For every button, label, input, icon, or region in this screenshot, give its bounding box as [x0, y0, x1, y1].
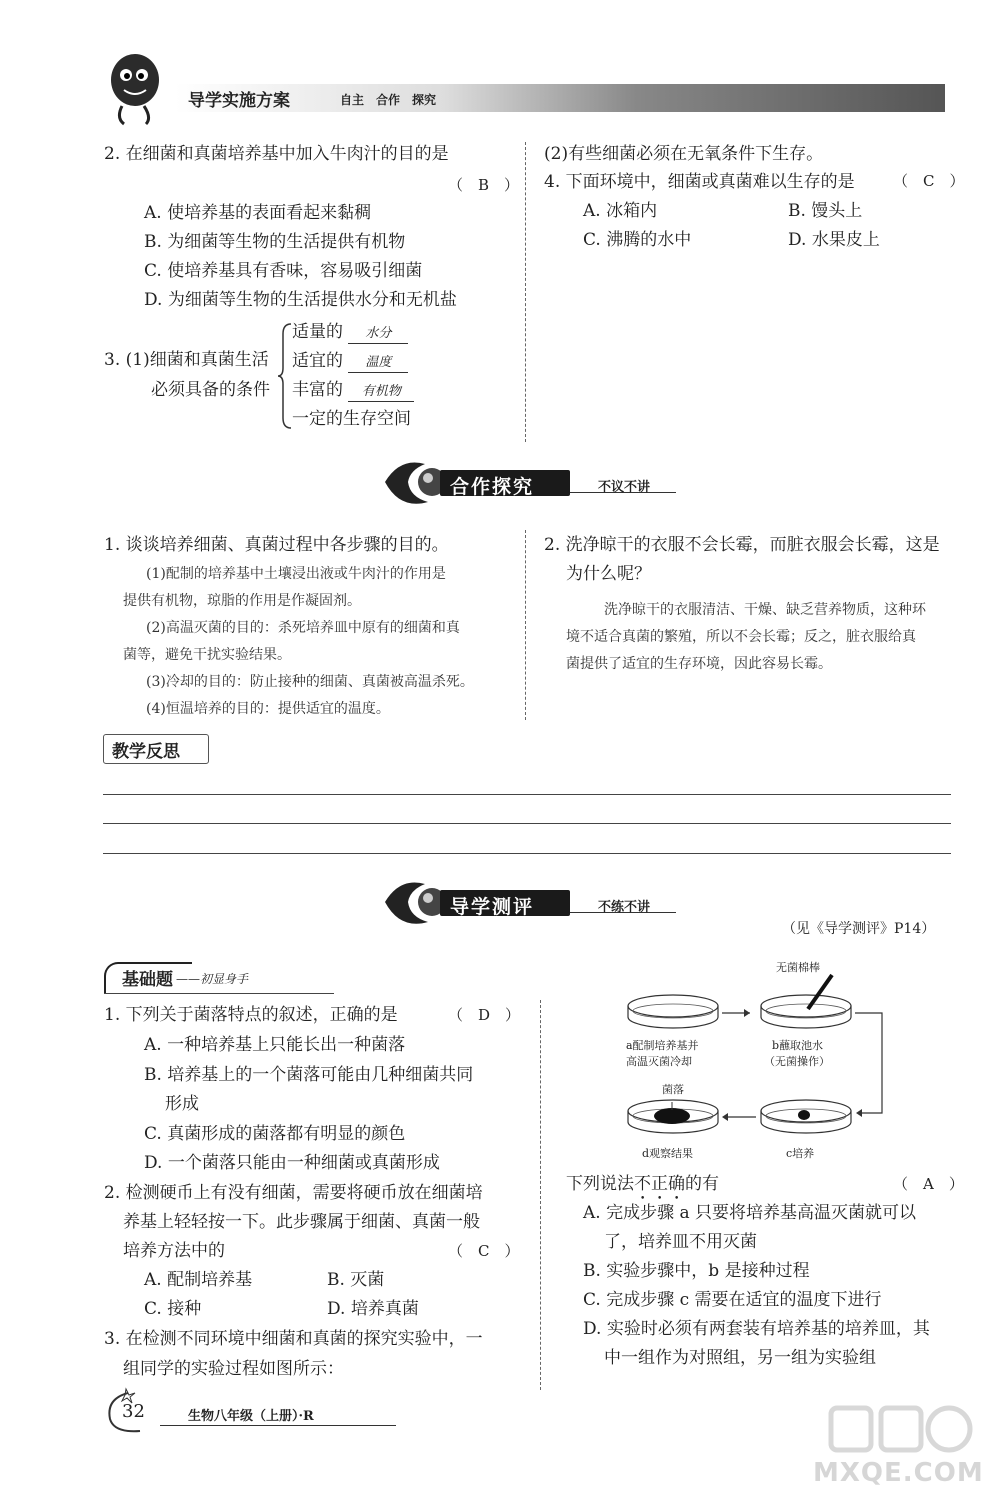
- question-3-line1: 3. (1)细菌和真菌生活: [104, 350, 269, 370]
- question-3-line2: 必须具备的条件: [151, 380, 270, 400]
- condition-fill: 有机物: [348, 383, 414, 402]
- step-a-label-line2: 高温灭菌冷却: [626, 1055, 692, 1068]
- basic-question-2-answer: （ C ）: [448, 1242, 520, 1260]
- stem-post: 的有: [685, 1174, 719, 1194]
- coop-answer-1-line5: (3)冷却的目的：防止接种的细菌、真菌被高温杀死。: [146, 674, 474, 690]
- coop-question-2-stem-line1: 2. 洗净晾干的衣服不会长霉，而脏衣服会长霉，这是: [544, 535, 940, 555]
- step-a-label-line1: a配制培养基并: [626, 1039, 699, 1052]
- question-2-option-b: B. 为细菌等生物的生活提供有机物: [144, 232, 406, 252]
- basic-question-2-option-b: B. 灭菌: [327, 1270, 385, 1290]
- stem-pre: 下列说法: [566, 1174, 634, 1194]
- banner-tag: 不议不讲: [598, 480, 651, 495]
- condition-fill: 水分: [348, 325, 408, 344]
- condition-prefix: 丰富的: [292, 380, 343, 400]
- page-number: 32: [122, 1401, 145, 1422]
- diagram-question-option-b: B. 实验步骤中，b 是接种过程: [583, 1261, 810, 1281]
- column-divider-bottom: [540, 1000, 541, 1390]
- footer-book-title: 生物八年级（上册）·R: [188, 1409, 314, 1424]
- mascot-icon: [102, 48, 168, 128]
- step-b-label-line2: （无菌操作）: [764, 1055, 830, 1068]
- petri-dish-b: [761, 995, 851, 1028]
- basic-question-1-option-a: A. 一种培养基上只能长出一种菌落: [144, 1035, 406, 1055]
- basic-question-1-option-b: B. 培养基上的一个菌落可能由几种细菌共同: [144, 1065, 474, 1085]
- question-2-option-c: C. 使培养基具有香味，容易吸引细菌: [144, 261, 423, 281]
- basic-question-1-option-c: C. 真菌形成的菌落都有明显的颜色: [144, 1124, 406, 1144]
- petri-dish-d: [628, 1100, 718, 1133]
- diagram-question-option-c: C. 完成步骤 c 需要在适宜的温度下进行: [583, 1290, 882, 1310]
- condition-prefix: 适宜的: [292, 351, 343, 371]
- condition-fill: 温度: [348, 354, 408, 373]
- header: [0, 0, 1000, 140]
- basic-question-2-line1: 2. 检测硬币上有没有细菌，需要将硬币放在细菌培: [104, 1183, 483, 1203]
- header-subtitle: 自主 合作 探究: [340, 93, 437, 107]
- reflection-label: 教学反思: [112, 742, 180, 762]
- question-2-option-a: A. 使培养基的表面看起来黏稠: [144, 203, 372, 223]
- question-4-option-c: C. 沸腾的水中: [583, 230, 692, 250]
- watermark: [795, 1400, 995, 1495]
- condition-4: 一定的生存空间: [292, 409, 411, 429]
- basic-question-1-answer: （ D ）: [448, 1006, 521, 1024]
- watermark-logo-icon: [825, 1400, 975, 1458]
- column-divider-coop: [525, 530, 526, 720]
- header-title: 导学实施方案: [188, 91, 290, 111]
- header-band: [175, 84, 945, 112]
- footer-underline: [160, 1425, 396, 1426]
- swab-label: 无菌棉棒: [776, 961, 820, 974]
- step-c-label: c培养: [786, 1147, 815, 1160]
- watermark-text: MXQE.COM: [813, 1458, 984, 1488]
- section-banner-cooperate: [380, 452, 680, 512]
- basic-question-1-stem: 1. 下列关于菌落特点的叙述，正确的是: [104, 1005, 398, 1025]
- coop-question-1-stem: 1. 谈谈培养细菌、真菌过程中各步骤的目的。: [104, 535, 449, 555]
- coop-answer-2-line1: 洗净晾干的衣服清洁、干燥、缺乏营养物质，这种环: [604, 602, 926, 618]
- banner-title: 合作探究: [450, 476, 535, 498]
- diagram-question-option-d-cont: 中一组作为对照组，另一组为实验组: [604, 1348, 876, 1368]
- coop-question-2-stem-line2: 为什么呢？: [566, 564, 651, 584]
- question-4-option-b: B. 馒头上: [788, 201, 863, 221]
- condition-2: [292, 347, 408, 376]
- colony-label: 菌落: [662, 1083, 684, 1096]
- condition-3: [292, 376, 414, 405]
- question-2-option-d: D. 为细菌等生物的生活提供水分和无机盐: [144, 290, 457, 310]
- brace-icon: [277, 322, 293, 430]
- question-4-stem: 4. 下面环境中，细菌或真菌难以生存的是: [544, 172, 855, 192]
- question-4-option-d: D. 水果皮上: [788, 230, 880, 250]
- basic-question-2-line3: 培养方法中的: [123, 1241, 225, 1261]
- condition-1: [292, 318, 408, 347]
- basic-label: 基础题: [122, 970, 173, 990]
- coop-answer-1-line3: (2)高温灭菌的目的：杀死培养皿中原有的细菌和真: [146, 620, 460, 636]
- banner-title: 导学测评: [450, 896, 535, 918]
- basic-question-3-line1: 3. 在检测不同环境中细菌和真菌的探究实验中，一: [104, 1329, 483, 1349]
- stem-emphasis: 不正确: [634, 1174, 685, 1194]
- question-2-answer: （ B ）: [448, 176, 520, 194]
- reference-note: （见《导学测评》P14）: [782, 921, 936, 937]
- basic-question-2-line2: 养基上轻轻按一下。此步骤属于细菌、真菌一般: [123, 1212, 480, 1232]
- coop-answer-1-line1: (1)配制的培养基中土壤浸出液或牛肉汁的作用是: [146, 566, 446, 582]
- reflection-line: [103, 823, 951, 824]
- basic-question-2-option-d: D. 培养真菌: [327, 1299, 419, 1319]
- coop-answer-1-line2: 提供有机物，琼脂的作用是作凝固剂。: [123, 593, 361, 609]
- step-b-label-line1: b蘸取池水: [772, 1039, 824, 1052]
- question-3-part2: (2)有些细菌必须在无氧条件下生存。: [544, 144, 824, 164]
- basic-underline: [104, 993, 334, 994]
- question-4-answer: （ C ）: [893, 172, 965, 190]
- step-d-label: d观察结果: [642, 1147, 694, 1160]
- coop-answer-1-line4: 菌等，避免干扰实验结果。: [123, 647, 291, 663]
- basic-tagline: ——初显身手: [176, 972, 249, 986]
- basic-question-1-option-d: D. 一个菌落只能由一种细菌或真菌形成: [144, 1153, 440, 1173]
- condition-prefix: 适量的: [292, 322, 343, 342]
- petri-dish-a: [628, 995, 718, 1028]
- coop-answer-1-line6: (4)恒温培养的目的：提供适宜的温度。: [146, 701, 390, 717]
- question-4-option-a: A. 冰箱内: [583, 201, 658, 221]
- coop-answer-2-line3: 菌提供了适宜的生存环境，因此容易长霉。: [566, 656, 832, 672]
- experiment-diagram: [610, 955, 900, 1170]
- diagram-question-option-a: A. 完成步骤 a 只要将培养基高温灭菌就可以: [583, 1203, 917, 1223]
- question-2-stem: 2. 在细菌和真菌培养基中加入牛肉汁的目的是: [104, 144, 449, 164]
- basic-question-2-option-a: A. 配制培养基: [144, 1270, 253, 1290]
- basic-question-2-option-c: C. 接种: [144, 1299, 202, 1319]
- banner-tag: 不练不讲: [598, 900, 651, 915]
- diagram-question-option-a-cont: 了，培养皿不用灭菌: [604, 1232, 757, 1252]
- basic-question-1-option-b-cont: 形成: [165, 1094, 199, 1114]
- basic-question-3-line2: 组同学的实验过程如图所示：: [123, 1359, 344, 1379]
- diagram-question-answer: （ A ）: [893, 1175, 964, 1193]
- reflection-line: [103, 794, 951, 795]
- coop-answer-2-line2: 境不适合真菌的繁殖，所以不会长霉；反之，脏衣服给真: [566, 629, 916, 645]
- column-divider-top: [525, 142, 526, 442]
- footer: [100, 1385, 400, 1445]
- reflection-line: [103, 853, 951, 854]
- section-banner-test: [380, 872, 680, 932]
- petri-dish-c: [761, 1100, 851, 1133]
- diagram-question-option-d: D. 实验时必须有两套装有培养基的培养皿，其: [583, 1319, 930, 1339]
